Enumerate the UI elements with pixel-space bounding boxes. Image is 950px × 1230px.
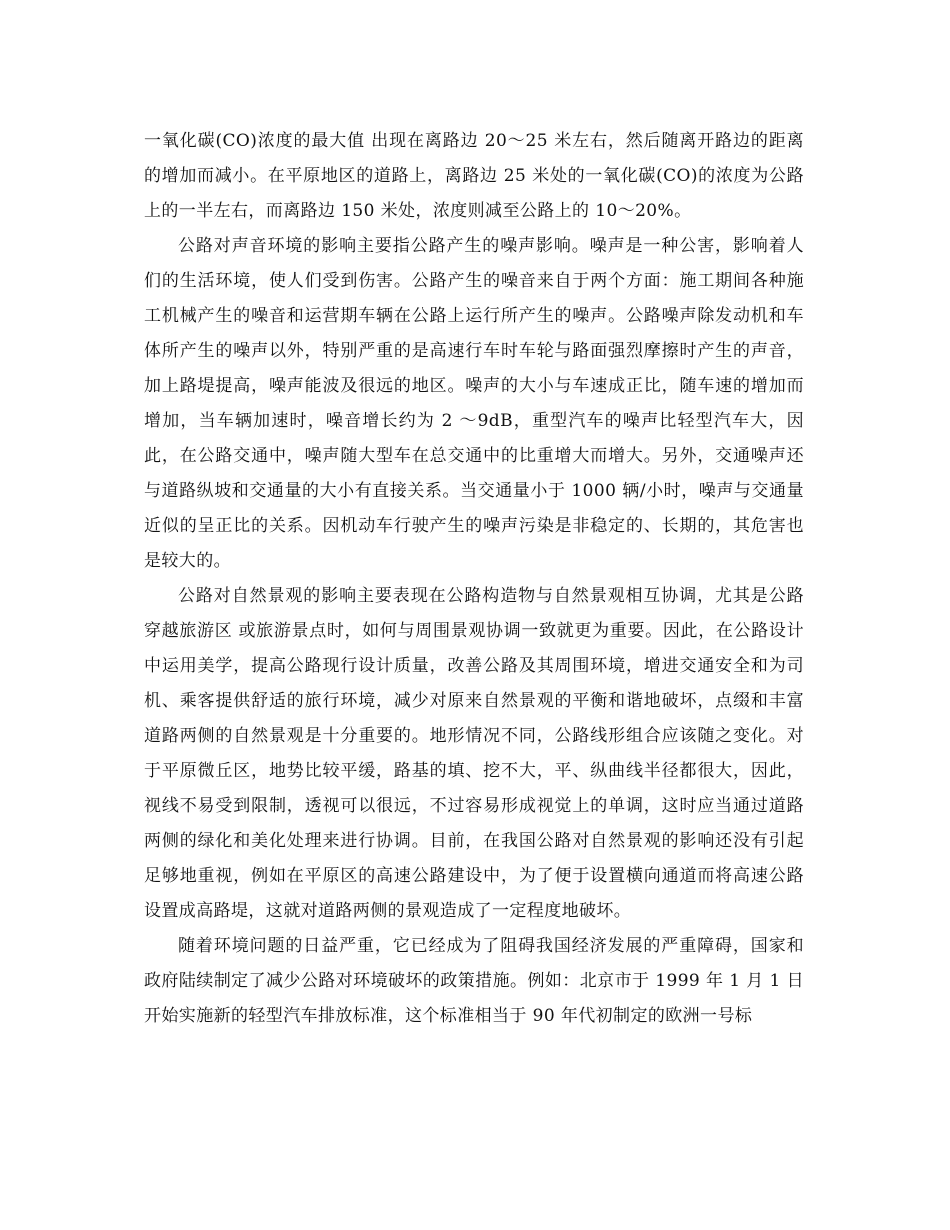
paragraph-environmental-policy: 随着环境问题的日益严重，它已经成为了阻碍我国经济发展的严重障碍，国家和政府陆续制定了减少公路对环境破坏的政策措施。例如：北京市于 1999 年 1 月 1 日开始实施新的轻型汽车排放标准，这个标准相当于 90 年代初制定的欧洲一号标 xyxy=(144,936,804,1026)
paragraph-co-concentration: 一氧化碳(CO)浓度的最大值 出现在离路边 20～25 米左右，然后随离开路边的距离的增加而减小。在平原地区的道路上，离路边 25 米处的一氧化碳(CO)的浓度为公路上的一半左右，而离路边 150 米处，浓度则减至公路上的 10～20%。 xyxy=(144,131,804,221)
paragraph-natural-landscape: 公路对自然景观的影响主要表现在公路构造物与自然景观相互协调，尤其是公路穿越旅游区 或旅游景点时，如何与周围景观协调一致就更为重要。因此，在公路设计中运用美学，提高公路现行设计质量，改善公路及其周围环境，增进交通安全和为司机、乘客提供舒适的旅行环境，减少对原来自然景观的平衡和谐地破坏，点缀和丰富道路两侧的自然景观是十分重要的。地形情况不同，公路线形组合应该随之变化。对于平原微丘区，地势比较平缓，路基的填、挖不大，平、纵曲线半径都很大，因此，视线不易受到限制，透视可以很远，不过容易形成视觉上的单调，这时应当通过道路两侧的绿化和美化处理来进行协调。目前，在我国公路对自然景观的影响还没有引起足够地重视，例如在平原区的高速公路建设中，为了便于设置横向通道而将高速公路设置成高路堤，这就对道路两侧的景观造成了一定程度地破坏。 xyxy=(144,586,804,921)
document-body xyxy=(144,124,804,1034)
paragraph-road-noise: 公路对声音环境的影响主要指公路产生的噪声影响。噪声是一种公害，影响着人们的生活环境，使人们受到伤害。公路产生的噪音来自于两个方面：施工期间各种施工机械产生的噪音和运营期车辆在公路上运行所产生的噪声。公路噪声除发动机和车体所产生的噪声以外，特别严重的是高速行车时车轮与路面强烈摩擦时产生的声音，加上路堤提高，噪声能波及很远的地区。噪声的大小与车速成正比，随车速的增加而增加，当车辆加速时，噪音增长约为 2 ～9dB，重型汽车的噪声比轻型汽车大，因此，在公路交通中，噪声随大型车在总交通中的比重增大而增大。另外，交通噪声还与道路纵坡和交通量的大小有直接关系。当交通量小于 1000 辆/小时，噪声与交通量近似的呈正比的关系。因机动车行驶产生的噪声污染是非稳定的、长期的，其危害也是较大的。 xyxy=(144,236,804,571)
